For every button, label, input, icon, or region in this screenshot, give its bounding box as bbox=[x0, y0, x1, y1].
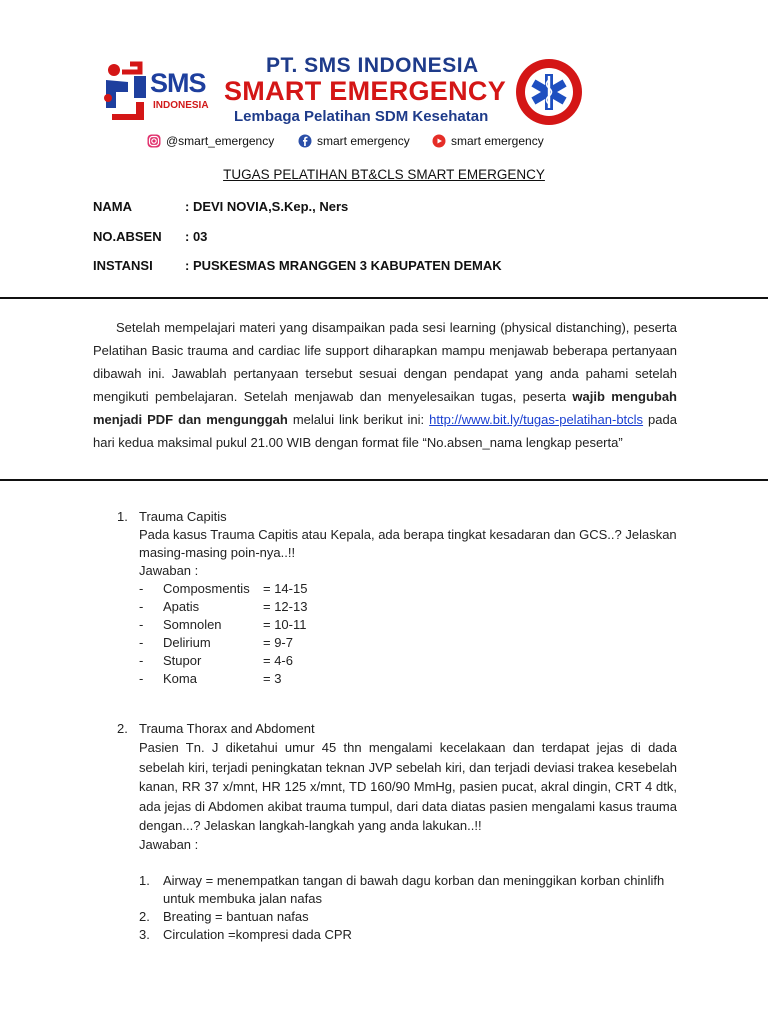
list-item: - Koma = 3 bbox=[139, 671, 282, 686]
intro-text-2: melalui link berikut ini: bbox=[287, 412, 430, 427]
social-instagram[interactable] bbox=[147, 134, 274, 148]
question-title: Trauma Thorax and Abdoment bbox=[139, 721, 315, 736]
social-links bbox=[0, 134, 768, 154]
social-facebook[interactable] bbox=[298, 134, 410, 148]
list-item: 3. Circulation =kompresi dada CPR bbox=[139, 926, 352, 942]
intro-bold-instruction: wajib mengubah menjadi PDF dan mengunggah bbox=[93, 389, 677, 427]
list-item: - Stupor = 4-6 bbox=[139, 653, 293, 668]
field-label: INSTANSI bbox=[93, 258, 153, 273]
field-value: : DEVI NOVIA,S.Kep., Ners bbox=[185, 199, 349, 214]
social-youtube[interactable] bbox=[432, 134, 544, 148]
field-no-absen bbox=[93, 229, 207, 244]
intro-paragraph bbox=[93, 316, 677, 454]
field-instansi bbox=[93, 258, 502, 273]
tagline: Lembaga Pelatihan SDM Kesehatan bbox=[234, 108, 489, 125]
bottom-divider bbox=[0, 479, 768, 481]
question-number: 1. bbox=[117, 509, 128, 524]
youtube-icon bbox=[432, 134, 446, 148]
list-item: - Composmentis = 14-15 bbox=[139, 581, 308, 596]
field-nama bbox=[93, 199, 348, 214]
top-divider bbox=[0, 297, 768, 299]
answer-label: Jawaban : bbox=[139, 836, 199, 852]
list-item: - Somnolen = 10-11 bbox=[139, 617, 307, 632]
list-item: - Delirium = 9-7 bbox=[139, 635, 293, 650]
company-name: PT. SMS INDONESIA bbox=[266, 54, 479, 77]
field-label: NAMA bbox=[93, 199, 132, 214]
document-title: TUGAS PELATIHAN BT&CLS SMART EMERGENCY bbox=[223, 167, 545, 182]
answer-label: Jawaban : bbox=[139, 563, 199, 578]
field-value: : 03 bbox=[185, 229, 208, 244]
social-label-instagram: @smart_emergency bbox=[166, 134, 275, 148]
list-item: - Apatis = 12-13 bbox=[139, 599, 308, 614]
field-label: NO.ABSEN bbox=[93, 229, 162, 244]
question-text: Pada kasus Trauma Capitis atau Kepala, ada berapa tingkat kesadaran dan GCS..? Jelaskan masing-masing poin-nya..!! bbox=[139, 527, 677, 560]
intro-text-1: Setelah mempelajari materi yang disampaikan pada sesi learning (physical distanching), peserta Pelatihan Basic trauma and cardiac life support diharapkan mampu menjawab beberapa pertanyaan dibawah ini. Jawablah pertanyaan tersebut sesuai dengan pendapat yang anda pahami setelah mengikuti pembelajaran. Setelah menjawab dan menyelesaikan tugas, peserta bbox=[93, 320, 677, 404]
logo-text: SMS bbox=[150, 68, 206, 98]
list-item: 1. Airway = menempatkan tangan di bawah dagu korban dan meninggikan korban chinlifh untuk membuka jalan nafas bbox=[139, 872, 665, 906]
instagram-icon bbox=[147, 134, 161, 148]
brand-name: SMART EMERGENCY bbox=[224, 76, 507, 106]
question-number: 2. bbox=[117, 721, 128, 736]
intro-text-3: pada hari kedua maksimal pukul 21.00 WIB dengan format file “No.absen_nama lengkap peserta” bbox=[93, 412, 677, 450]
letterhead bbox=[0, 0, 768, 160]
question-text: Pasien Tn. J diketahui umur 45 thn mengalami kecelakaan dan terdapat jejas di dada sebelah kiri, terjadi peningkatan teknan JVP sebelah kiri, dan terjadi deviasi trakea kesebelah kanan, RR 37 x/mnt, HR 125 x/mnt, TD 160/90 MmHg, pasien pucat, akral dingin, CRT 4 dtk, ada jejas di Abdomen akibat trauma tumpul, dari data diatas pasien mengalami kasus trauma dengan...? Jelaskan langkah-langkah yang anda lakukan..!! bbox=[139, 740, 677, 833]
field-value: : PUSKESMAS MRANGGEN 3 KABUPATEN DEMAK bbox=[185, 258, 502, 273]
logo-subtext: INDONESIA bbox=[153, 100, 209, 111]
submission-link[interactable]: http://www.bit.ly/tugas-pelatihan-btcls bbox=[429, 412, 644, 427]
question-title: Trauma Capitis bbox=[139, 509, 227, 524]
facebook-icon bbox=[298, 134, 312, 148]
social-label-facebook: smart emergency bbox=[317, 134, 410, 148]
list-item: 2. Breating = bantuan nafas bbox=[139, 908, 309, 924]
emergency-seal-icon bbox=[515, 58, 583, 126]
social-label-youtube: smart emergency bbox=[451, 134, 544, 148]
